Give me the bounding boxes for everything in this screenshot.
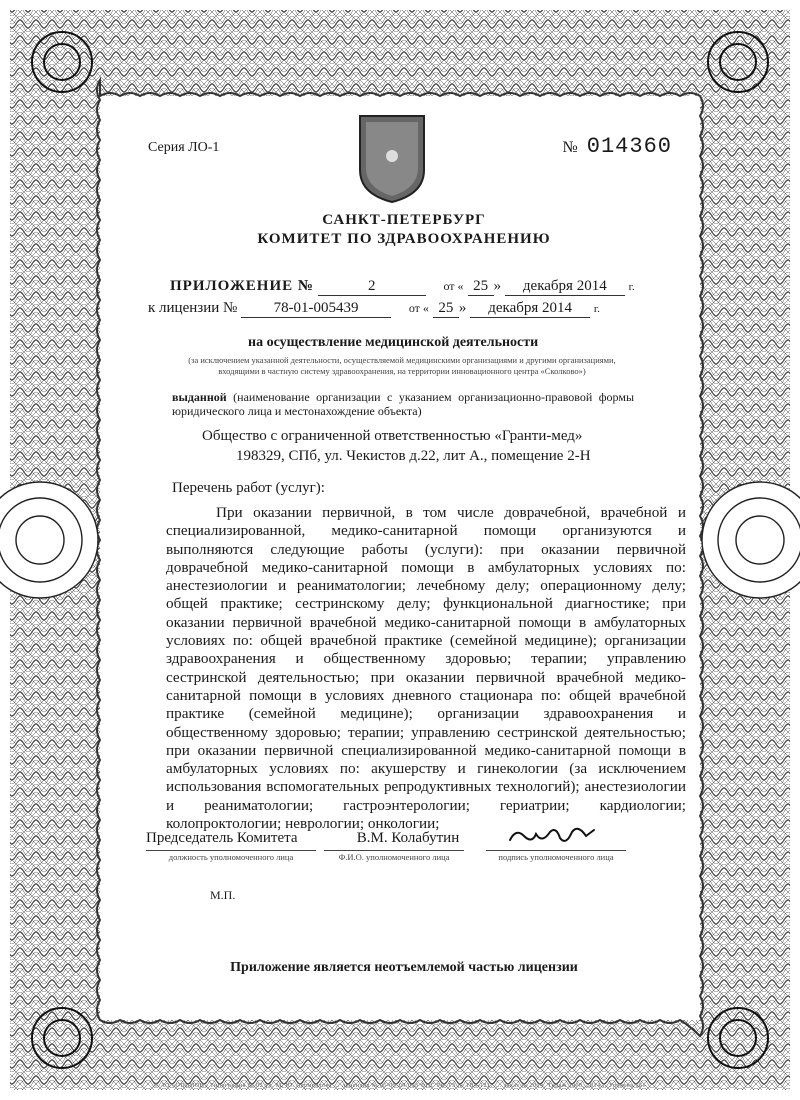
license-day-close: »: [458, 300, 467, 316]
signatory-name: В.М. Колабутин: [356, 830, 460, 846]
signatory-position: Председатель Комитета: [146, 830, 298, 846]
appendix-g: г.: [628, 281, 635, 293]
city-heading: САНКТ-ПЕТЕРБУРГ: [322, 212, 486, 228]
position-line: [146, 850, 316, 851]
license-row: [148, 300, 600, 318]
license-month-year: декабря 2014: [470, 300, 590, 318]
works-label: Перечень работ (услуг):: [172, 480, 325, 496]
number-prefix: №: [562, 139, 579, 156]
license-label: к лицензии №: [148, 300, 238, 316]
appendix-label: ПРИЛОЖЕНИЕ №: [170, 278, 314, 294]
printer-imprint: © АО «ОПЦИОН» Типография № 02 ул. М. Ю. Лермонтова ... лицензия № 05-05-09/003 ФНС РФ ТЗ № 1В4-1217 ... заказ № 2014, Тираж 2000, 2014 г. Уровень «Б»: [153, 1083, 647, 1089]
license-number: [563, 134, 672, 159]
license-from: от «: [408, 301, 429, 315]
organization-name: Общество с ограниченной ответственностью «Гранти-мед»: [202, 428, 583, 444]
issued-word: выданной: [172, 390, 227, 404]
name-caption: Ф.И.О. уполномоченного лица: [338, 852, 450, 862]
signature-row: [146, 830, 478, 847]
works-list-text: При оказании первичной, в том числе доврачебной, врачебной и специализированной, медико-санитарной помощи организуются и выполняются следующие работы (услуги): при оказании первичной доврачебной медико-санитарной помощи в амбулаторных условиях по: анестезиологии и реаниматологии; лечебному делу; операционному делу; общей практике; сестринскому делу; функциональной диагностике; при оказании первичной врачебной медико-санитарной помощи в амбулаторных условиях по: общей врачебной практике (семейной медицине); организации здравоохранения и общественному здоровью; терапии; управлению сестринской деятельностью; при оказании первичной врачебной медико-санитарной помощи в условиях дневного стационара по: общей врачебной практике (семейной медицине); организации здравоохранения и общественному здоровью; терапии; управлению сестринской деятельностью; при оказании первичной специализированной медико-санитарной помощи в амбулаторных условиях по: акушерству и гинекологии (за исключением использования вспомогательных репродуктивных технологий); анестезиологии и реаниматологии; гастроэнтерологии; гериатрии; кардиологии; колопроктологии; неврологии; онкологии;: [166, 504, 686, 833]
sign-line: [486, 850, 626, 851]
activity-note: (за исключением указанной деятельности, осуществляемой медицинскими организациями и другими организациями, входящими в частную систему здравоохранения, на территории инновационного центра «Сколково»): [188, 355, 616, 376]
organization-address: 198329, СПб, ул. Чекистов д.22, лит А., помещение 2-Н: [236, 448, 591, 464]
number-value: 014360: [586, 134, 672, 159]
issued-line: [172, 390, 634, 418]
license-appendix-sheet: [118, 110, 690, 1010]
license-g: г.: [593, 303, 600, 315]
appendix-month-year: декабря 2014: [505, 278, 625, 296]
appendix-footer: Приложение является неотъемлемой частью лицензии: [230, 960, 578, 975]
activity-title: на осуществление медицинской деятельности: [248, 335, 539, 350]
stamp-place: М.П.: [210, 888, 236, 902]
appendix-from: от «: [443, 279, 464, 293]
committee-heading: КОМИТЕТ ПО ЗДРАВООХРАНЕНИЮ: [257, 231, 551, 247]
appendix-row: [170, 278, 635, 296]
handwritten-signature: [506, 822, 598, 852]
name-line: [324, 850, 464, 851]
appendix-day: 25: [468, 278, 494, 296]
license-day: 25: [433, 300, 459, 318]
license-number-value: 78-01-005439: [241, 300, 391, 318]
issued-description: (наименование организации с указанием организационно-правовой формы юридического лица и местонахождение объекта): [172, 390, 635, 418]
coat-of-arms-emblem: [356, 112, 428, 204]
appendix-number: 2: [318, 278, 426, 296]
sign-caption: подпись уполномоченного лица: [498, 852, 614, 862]
appendix-day-close: »: [493, 278, 502, 294]
series-label: Серия ЛО-1: [148, 140, 220, 155]
position-caption: должность уполномоченного лица: [168, 852, 294, 862]
